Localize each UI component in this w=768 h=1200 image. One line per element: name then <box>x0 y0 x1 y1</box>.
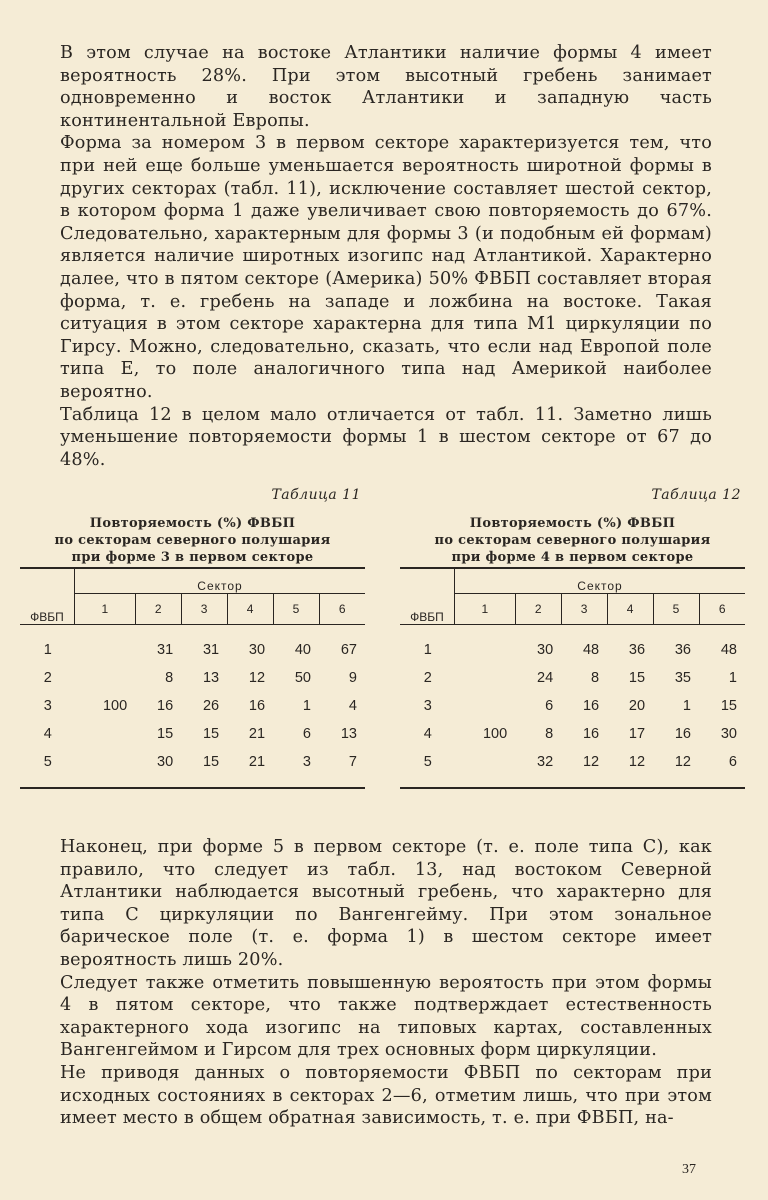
value-cell: 6 <box>728 754 737 770</box>
table-row <box>400 692 745 720</box>
value-cell: 8 <box>591 670 600 686</box>
table-12 <box>400 487 745 789</box>
value-cell: 16 <box>674 726 691 742</box>
value-cell: 36 <box>628 642 646 658</box>
table-caption <box>400 515 745 567</box>
sector-number: 2 <box>515 594 561 625</box>
group-header: Сектор <box>455 568 746 594</box>
paragraph: Следует также отметить повышенную вероятость при этом формы 4 в пятом секторе, что также подтверждает естественность характерного хода изогипс на типовых картах, составленных Вангенгеймом и Гирсом для трех основных форм циркуляции. <box>60 972 712 1061</box>
value-cell: 15 <box>202 726 220 742</box>
corner-header: ФВБП <box>400 568 455 625</box>
value-cell: 26 <box>202 698 220 714</box>
value-cell: 8 <box>545 726 554 742</box>
form-cell: 1 <box>423 642 432 658</box>
value-cell: 24 <box>537 670 554 686</box>
value-cell: 9 <box>348 670 357 686</box>
sector-number: 5 <box>273 594 319 625</box>
value-cell: 31 <box>157 642 174 658</box>
value-cell <box>75 664 136 692</box>
sector-number: 4 <box>227 594 273 625</box>
data-table <box>400 567 745 789</box>
value-cell: 35 <box>674 670 691 686</box>
value-cell: 31 <box>202 642 220 658</box>
value-cell: 6 <box>545 698 554 714</box>
value-cell <box>455 692 516 720</box>
form-cell: 5 <box>423 754 432 770</box>
value-cell: 36 <box>674 642 691 658</box>
value-cell: 1 <box>682 698 691 714</box>
value-cell <box>455 748 516 788</box>
value-cell <box>455 664 516 692</box>
value-cell: 6 <box>302 726 311 742</box>
top-text-block <box>60 42 712 471</box>
paragraph: Наконец, при форме 5 в первом секторе (т. е. поле типа С), как правило, что следует из табл. 13, над востоком Северной Атлантики наблюдается высотный гребень, что характерно для типа С циркуляции по Вангенгейму. При этом зональное барическое поле (т. е. форма 1) в шестом секторе имеет вероятность лишь 20%. <box>60 837 712 970</box>
caption-line: Повторяемость (%) ФВБП <box>469 516 676 531</box>
value-cell: 3 <box>302 754 311 770</box>
caption-line: при форме 4 в первом секторе <box>451 550 694 565</box>
value-cell: 40 <box>294 642 311 658</box>
value-cell: 15 <box>628 670 646 686</box>
form-cell: 3 <box>423 698 432 714</box>
bottom-text-block <box>60 836 712 1130</box>
value-cell: 30 <box>157 754 174 770</box>
value-cell <box>75 720 136 748</box>
value-cell: 67 <box>340 642 357 658</box>
value-cell: 15 <box>202 754 220 770</box>
value-cell: 30 <box>248 642 266 658</box>
value-cell: 13 <box>202 670 220 686</box>
sector-number: 2 <box>135 594 181 625</box>
value-cell: 100 <box>482 726 508 742</box>
table-row <box>20 625 365 665</box>
table-label: Таблица 11 <box>271 487 361 503</box>
value-cell: 16 <box>582 698 600 714</box>
table-row <box>400 720 745 748</box>
table-row <box>20 692 365 720</box>
value-cell: 48 <box>720 642 737 658</box>
value-cell: 48 <box>582 642 600 658</box>
value-cell: 16 <box>248 698 266 714</box>
value-cell: 12 <box>582 754 600 770</box>
value-cell: 7 <box>348 754 357 770</box>
caption-line: по секторам северного полушария <box>54 533 331 548</box>
sector-number: 5 <box>653 594 699 625</box>
sector-number: 1 <box>455 594 516 625</box>
table-row <box>400 625 745 665</box>
value-cell: 12 <box>674 754 691 770</box>
value-cell: 32 <box>537 754 554 770</box>
value-cell: 16 <box>157 698 174 714</box>
sector-number: 1 <box>75 594 136 625</box>
value-cell: 100 <box>102 698 128 714</box>
table-label: Таблица 12 <box>651 487 741 503</box>
form-cell: 5 <box>43 754 52 770</box>
table-row <box>20 664 365 692</box>
value-cell: 50 <box>294 670 311 686</box>
form-cell: 4 <box>43 726 52 742</box>
corner-header: ФВБП <box>20 568 75 625</box>
data-table <box>20 567 365 789</box>
form-cell: 1 <box>43 642 52 658</box>
value-cell: 30 <box>537 642 554 658</box>
value-cell: 17 <box>628 726 646 742</box>
value-cell <box>75 748 136 788</box>
value-cell: 1 <box>302 698 311 714</box>
paragraph: Не приводя данных о повторяемости ФВБП по секторам при исходных состояниях в секторах 2—6, отметим лишь, что при этом имеет место в общем обратная зависимость, т. е. при ФВБП, на- <box>60 1062 712 1129</box>
form-cell: 3 <box>43 698 52 714</box>
paragraph: В этом случае на востоке Атлантики наличие формы 4 имеет вероятность 28%. При этом высотный гребень занимает одновременно и восток Атлантики и западную часть континентальной Европы. <box>60 43 712 131</box>
value-cell: 12 <box>628 754 646 770</box>
sector-number: 3 <box>561 594 607 625</box>
table-row <box>20 720 365 748</box>
value-cell: 1 <box>728 670 737 686</box>
value-cell: 20 <box>628 698 646 714</box>
value-cell: 13 <box>340 726 357 742</box>
value-cell: 15 <box>157 726 174 742</box>
table-row <box>400 664 745 692</box>
sector-number: 4 <box>607 594 653 625</box>
form-cell: 2 <box>423 670 432 686</box>
value-cell <box>455 625 516 665</box>
sector-number: 6 <box>699 594 745 625</box>
table-row <box>20 748 365 788</box>
value-cell: 15 <box>720 698 737 714</box>
table-caption <box>20 515 365 567</box>
value-cell: 21 <box>248 726 266 742</box>
value-cell <box>75 625 136 665</box>
value-cell: 4 <box>348 698 357 714</box>
caption-line: Повторяемость (%) ФВБП <box>89 516 296 531</box>
paragraph: Форма за номером 3 в первом секторе характеризуется тем, что при ней еще больше уменьшается вероятность широтной формы в других секторах (табл. 11), исключение составляет шестой сектор, в котором форма 1 даже увеличивает свою повторяемость до 67%. Следовательно, характерным для формы 3 (и подобным ей формам) является наличие широтных изогипс над Атлантикой. Характерно далее, что в пятом секторе (Америка) 50% ФВБП составляет вторая форма, т. е. гребень на западе и ложбина на востоке. Такая ситуация в этом секторе характерна для типа М1 циркуляции по Гирсу. Можно, следовательно, сказать, что если над Европой поле типа Е, то поле аналогичного типа над Америкой наиболее вероятно. <box>60 133 712 402</box>
group-header: Сектор <box>75 568 366 594</box>
page-number: 37 <box>682 1162 696 1177</box>
form-cell: 4 <box>423 726 432 742</box>
caption-line: при форме 3 в первом секторе <box>71 550 314 565</box>
caption-line: по секторам северного полушария <box>434 533 711 548</box>
table-row <box>400 748 745 788</box>
table-11 <box>20 487 365 789</box>
value-cell: 8 <box>165 670 174 686</box>
sector-number: 3 <box>181 594 227 625</box>
paragraph: Таблица 12 в целом мало отличается от табл. 11. Заметно лишь уменьшение повторяемости формы 1 в шестом секторе от 67 до 48%. <box>60 404 712 470</box>
value-cell: 30 <box>720 726 737 742</box>
value-cell: 16 <box>582 726 600 742</box>
value-cell: 12 <box>248 670 266 686</box>
value-cell: 21 <box>248 754 266 770</box>
sector-number: 6 <box>319 594 365 625</box>
form-cell: 2 <box>43 670 52 686</box>
